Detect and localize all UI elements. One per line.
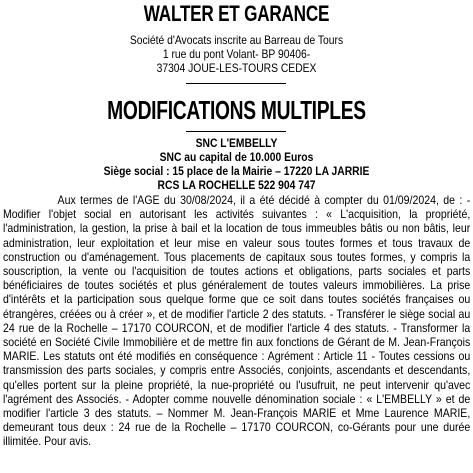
company-capital: SNC au capital de 10.000 Euros bbox=[159, 150, 314, 164]
firm-address-line-1: 1 rue du pont Volant- BP 90406- bbox=[162, 47, 311, 61]
company-rcs: RCS LA ROCHELLE 522 904 747 bbox=[157, 178, 316, 192]
firm-address-line-2: 37304 JOUE-LES-TOURS CEDEX bbox=[156, 61, 317, 75]
company-registered-office: Siège social : 15 place de la Mairie – 17220 LA JARRIE bbox=[103, 164, 370, 178]
firm-name: WALTER ET GARANCE bbox=[143, 1, 330, 26]
notice-title: MODIFICATIONS MULTIPLES bbox=[107, 95, 366, 125]
divider-top bbox=[186, 83, 286, 84]
divider-middle bbox=[186, 131, 286, 132]
firm-description: Société d'Avocats inscrite au Barreau de Tours bbox=[129, 33, 344, 47]
company-name: SNC L'EMBELLY bbox=[195, 136, 278, 150]
notice-body: Aux termes de l'AGE du 30/08/2024, il a été décidé à compter du 01/09/2024, de : - Modifier l'objet social en autorisant les activités suivantes : « L'acquisition, la propriété, l'administration, la gestion, la prise à bail et la location de tous immeubles bâtis ou non bâtis, leur administration, leur exploitation et leur mise en valeur sous toutes formes et tous travaux de construction ou d'aménagement. Tous placements de capitaux sous toutes formes, y compris la souscription, la vente ou l'acquisition de toutes actions et obligations, parts sociales et parts bénéficiaires de toutes sociétés et plus généralement de toutes valeurs immobilières. La prise d'intérêts et la participation sous quelque forme que ce soit dans toutes sociétés françaises ou étrangères, créées ou à créer », et de modifier l'article 2 des statuts. - Transférer le siège social au 24 rue de la Rochelle – 17170 COURCON, et de modifier l'article 4 des statuts. - Transformer la société en Société Civile Immobilière et de mettre fin aux fonctions de Gérant de M. Jean-François MARIE. Les statuts ont été modifiés en conséquence : Agrément : Article 11 - Toutes cessions ou transmission des parts sociales, y compris entre Associés, conjoints, ascendants et descendants, qu'elles portent sur la pleine propriété, la nue-propriété ou l'usufruit, ne peut intervenir qu'avec l'agrément des Associés. - Adopter comme nouvelle dénomination sociale : « L'EMBELLY » et de modifier l'article 3 des statuts. – Nommer M. Jean-François MARIE et Mme Laurence MARIE, demeurant tous deux : 24 rue de la Rochelle – 17170 COURCON, co-Gérants pour une durée illimitée. Pour avis. bbox=[3, 193, 471, 449]
